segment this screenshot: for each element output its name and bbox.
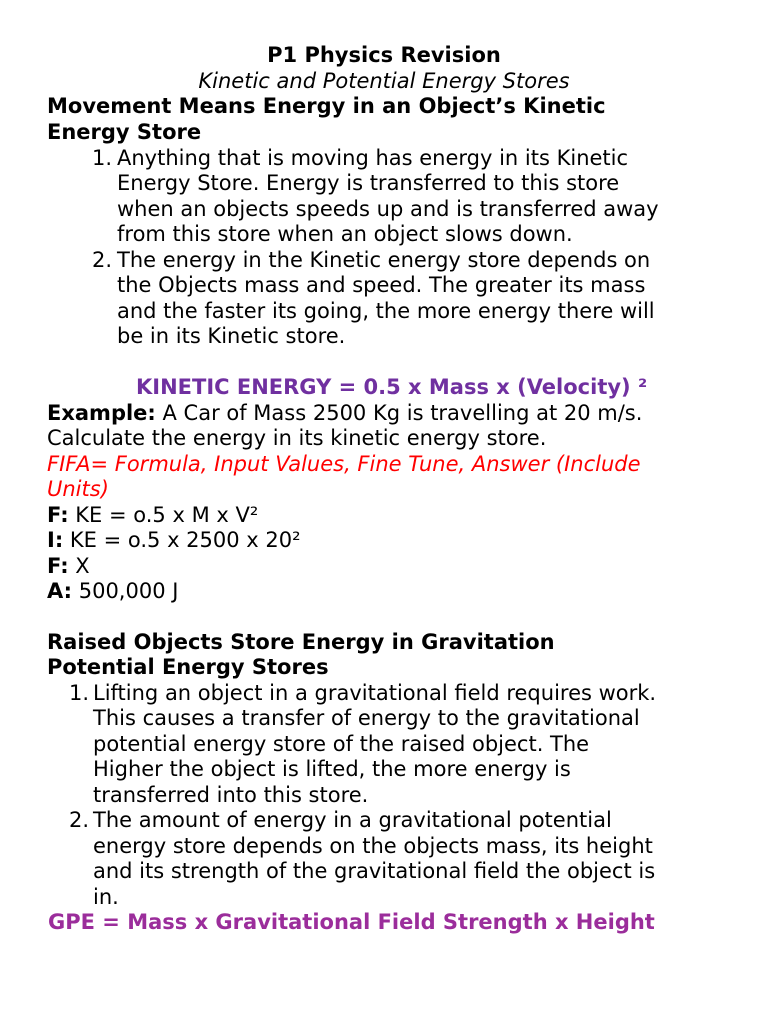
kinetic-energy-formula: KINETIC ENERGY = 0.5 x Mass x (Velocity) ² [136, 375, 648, 399]
step-input [47, 528, 301, 553]
s2-item2-line3: and its strength of the gravitational field the object is [93, 859, 656, 883]
section2-heading-line2: Potential Energy Stores [47, 655, 329, 679]
step-text: X [68, 554, 90, 578]
s1-item2-line1: The energy in the Kinetic energy store depends on [117, 248, 651, 272]
example-line1 [47, 401, 642, 426]
fifa-line1: FIFA= Formula, Input Values, Fine Tune, Answer (Include [47, 452, 641, 476]
step-label: A: [47, 579, 73, 603]
step-formula [47, 503, 258, 528]
s1-item1-number: 1. [92, 146, 113, 170]
page-subtitle: Kinetic and Potential Energy Stores [198, 69, 570, 93]
section1-heading-line1: Movement Means Energy in an Object’s Kinetic [47, 94, 606, 118]
s1-item1-line4: from this store when an object slows down. [117, 222, 573, 246]
step-text: KE = o.5 x 2500 x 20² [63, 528, 301, 552]
s2-item1-line2: This causes a transfer of energy to the gravitational [93, 706, 640, 730]
example-label: Example: [47, 401, 156, 425]
s1-item1-line1: Anything that is moving has energy in its Kinetic [117, 146, 629, 170]
step-label: I: [47, 528, 64, 552]
step-fine-tune [47, 554, 90, 579]
step-label: F: [47, 554, 69, 578]
step-label: F: [47, 503, 69, 527]
section2-heading-line1: Raised Objects Store Energy in Gravitation [47, 630, 555, 654]
s1-item2-line2: the Objects mass and speed. The greater its mass [117, 273, 646, 297]
s2-item2-line4: in. [93, 885, 119, 909]
page-title: P1 Physics Revision [267, 43, 501, 67]
section1-heading-line2: Energy Store [47, 120, 202, 144]
s2-item2-line2: energy store depends on the objects mass, its height [93, 834, 653, 858]
s2-item2-line1: The amount of energy in a gravitational potential [93, 808, 612, 832]
step-text: 500,000 J [72, 579, 179, 603]
example-line2: Calculate the energy in its kinetic energy store. [47, 426, 547, 450]
s1-item1-line2: Energy Store. Energy is transferred to this store [117, 171, 620, 195]
s2-item1-line5: transferred into this store. [93, 783, 369, 807]
s1-item2-line4: be in its Kinetic store. [117, 324, 346, 348]
step-answer [47, 579, 178, 604]
example-text: A Car of Mass 2500 Kg is travelling at 20 m/s. [155, 401, 643, 425]
s2-item2-number: 2. [69, 808, 90, 832]
fifa-line2: Units) [47, 477, 109, 501]
s1-item1-line3: when an objects speeds up and is transferred away [117, 197, 659, 221]
step-text: KE = o.5 x M x V² [68, 503, 259, 527]
s2-item1-line3: potential energy store of the raised object. The [93, 732, 590, 756]
s2-item1-number: 1. [69, 681, 90, 705]
s1-item2-number: 2. [92, 248, 113, 272]
gpe-formula: GPE = Mass x Gravitational Field Strength x Height [48, 910, 655, 934]
s1-item2-line3: and the faster its going, the more energy there will [117, 299, 655, 323]
s2-item1-line4: Higher the object is lifted, the more energy is [93, 757, 571, 781]
s2-item1-line1: Lifting an object in a gravitational field requires work. [93, 681, 657, 705]
